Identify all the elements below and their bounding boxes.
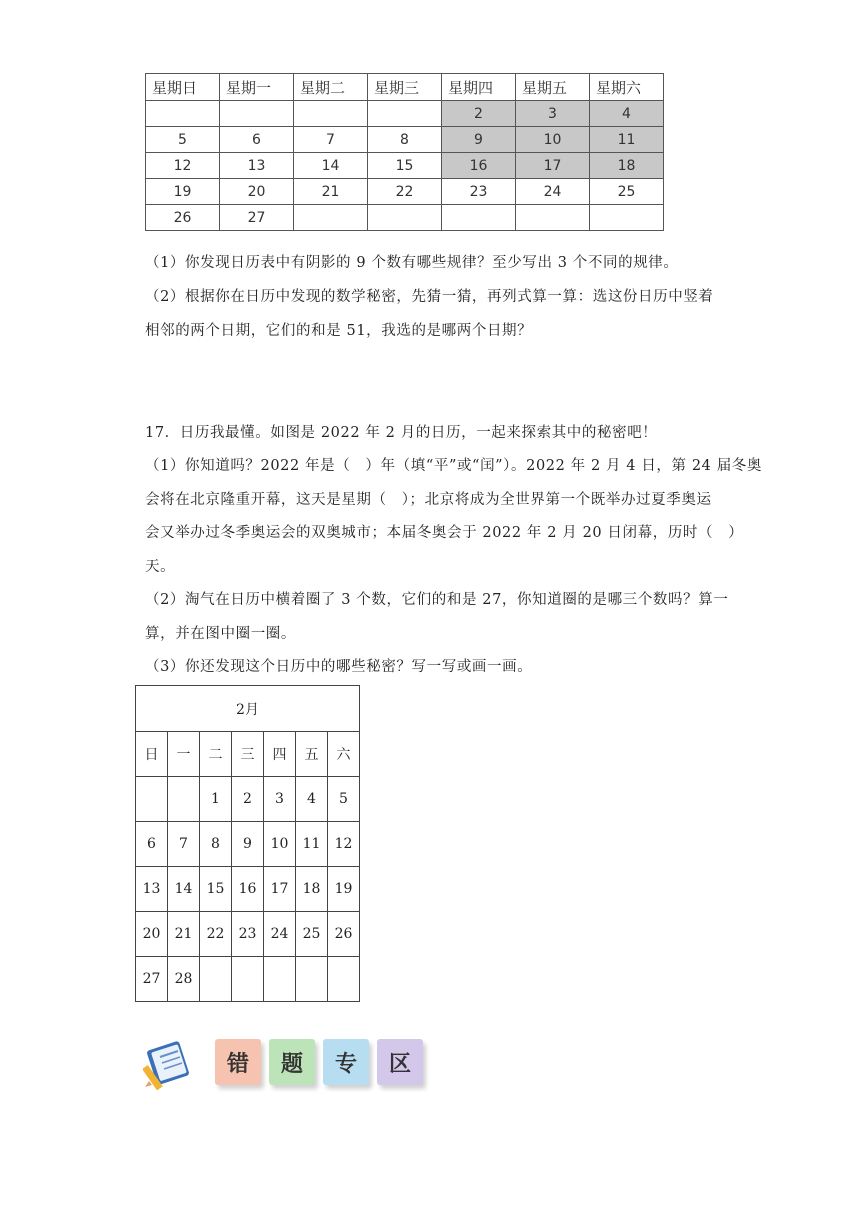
q17-p3: （3）你还发现这个日历中的哪些秘密？写一写或画一画。: [145, 659, 533, 675]
calendar2-day-cell: 4: [296, 777, 328, 822]
calendar1-day-cell: 27: [220, 205, 294, 231]
calendar1-day-cell: 7: [294, 127, 368, 153]
calendar1-day-cell: 8: [368, 127, 442, 153]
calendar1-day-cell: 14: [294, 153, 368, 179]
calendar1-header-row: [146, 74, 664, 101]
calendar2-day-cell: 24: [264, 912, 296, 957]
calendar1-weekday-header: 星期日: [146, 74, 220, 101]
calendar1-day-cell: 6: [220, 127, 294, 153]
calendar2-weekday-header: 一: [168, 732, 200, 777]
q17-p2-line1: （2）淘气在日历中横着圈了 3 个数，它们的和是 27，你知道圈的是哪三个数吗？算一: [145, 592, 729, 608]
notebook-pencil-icon: [143, 1035, 199, 1091]
q16-part2-line2: 相邻的两个日期，它们的和是 51，我选的是哪两个日期？: [145, 323, 533, 339]
calendar1-day-cell: [516, 205, 590, 231]
calendar1-day-cell: [368, 101, 442, 127]
calendar2-day-cell: [264, 957, 296, 1002]
calendar1-day-cell: 20: [220, 179, 294, 205]
calendar1-day-cell: 18: [590, 153, 664, 179]
q17-p1-line4: 天。: [145, 559, 176, 575]
calendar2-day-cell: [296, 957, 328, 1002]
calendar2-day-cell: 23: [232, 912, 264, 957]
calendar2-day-cell: 3: [264, 777, 296, 822]
calendar1-day-cell: 12: [146, 153, 220, 179]
calendar2-day-cell: [232, 957, 264, 1002]
calendar1-day-cell: 10: [516, 127, 590, 153]
calendar2-day-cell: 6: [136, 822, 168, 867]
calendar1-day-cell: 23: [442, 179, 516, 205]
calendar1-week-row: [146, 179, 664, 205]
calendar2-day-cell: 14: [168, 867, 200, 912]
calendar2-day-cell: 21: [168, 912, 200, 957]
calendar2-day-cell: 16: [232, 867, 264, 912]
calendar2-day-cell: 10: [264, 822, 296, 867]
calendar1-day-cell: 21: [294, 179, 368, 205]
calendar1-week-row: [146, 127, 664, 153]
calendar2-day-cell: 15: [200, 867, 232, 912]
calendar1-weekday-header: 星期二: [294, 74, 368, 101]
calendar2-day-cell: 13: [136, 867, 168, 912]
calendar1-week-row: [146, 153, 664, 179]
banner-char-tile: 专: [323, 1039, 369, 1085]
calendar1-day-cell: 16: [442, 153, 516, 179]
calendar2-title-row: [136, 686, 360, 732]
calendar1-day-cell: 4: [590, 101, 664, 127]
calendar2-day-cell: [328, 957, 360, 1002]
calendar-table-2: [135, 685, 360, 1002]
calendar2-week-row: [136, 867, 360, 912]
calendar2-weekday-header: 三: [232, 732, 264, 777]
calendar2-weekday-header: 二: [200, 732, 232, 777]
calendar2-day-cell: 20: [136, 912, 168, 957]
q17-p1-line2: 会将在北京隆重开幕，这天是星期（ ）；北京将成为全世界第一个既举办过夏季奥运: [145, 492, 712, 508]
calendar2-day-cell: 19: [328, 867, 360, 912]
calendar1-day-cell: [294, 205, 368, 231]
calendar2-day-cell: 18: [296, 867, 328, 912]
calendar1-day-cell: [146, 101, 220, 127]
calendar1-weekday-header: 星期一: [220, 74, 294, 101]
calendar2-day-cell: [136, 777, 168, 822]
calendar1-day-cell: 15: [368, 153, 442, 179]
calendar2-weekday-header: 五: [296, 732, 328, 777]
calendar2-day-cell: 1: [200, 777, 232, 822]
calendar1-day-cell: 26: [146, 205, 220, 231]
calendar2-week-row: [136, 822, 360, 867]
calendar2-header-row: [136, 732, 360, 777]
banner-char-tile: 区: [377, 1039, 423, 1085]
calendar1-day-cell: 9: [442, 127, 516, 153]
calendar2-day-cell: 28: [168, 957, 200, 1002]
calendar1-weekday-header: 星期四: [442, 74, 516, 101]
calendar2-week-row: [136, 777, 360, 822]
calendar2-day-cell: 7: [168, 822, 200, 867]
wrong-questions-banner: [143, 1035, 443, 1095]
calendar1-day-cell: [590, 205, 664, 231]
calendar1-day-cell: 24: [516, 179, 590, 205]
calendar2-day-cell: 9: [232, 822, 264, 867]
calendar1-weekday-header: 星期三: [368, 74, 442, 101]
calendar2-day-cell: 2: [232, 777, 264, 822]
banner-char-tile: 错: [215, 1039, 261, 1085]
calendar1-day-cell: 11: [590, 127, 664, 153]
calendar-table-1: [145, 73, 664, 231]
calendar2-month-title: 2月: [136, 686, 360, 732]
calendar2-weekday-header: 日: [136, 732, 168, 777]
calendar1-week-row: [146, 205, 664, 231]
calendar1-weekday-header: 星期六: [590, 74, 664, 101]
q17-p1-line1: （1）你知道吗？2022 年是（ ）年（填“平”或“闰”）。2022 年 2 月 4 日，第 24 届冬奥: [145, 458, 763, 474]
calendar1-week-row: [146, 101, 664, 127]
calendar1-day-cell: 3: [516, 101, 590, 127]
banner-char-tile: 题: [269, 1039, 315, 1085]
calendar2-day-cell: 27: [136, 957, 168, 1002]
calendar2-day-cell: 11: [296, 822, 328, 867]
calendar2-week-row: [136, 957, 360, 1002]
calendar2-day-cell: 5: [328, 777, 360, 822]
calendar1-day-cell: [368, 205, 442, 231]
calendar2-weekday-header: 六: [328, 732, 360, 777]
calendar1-day-cell: [294, 101, 368, 127]
calendar1-day-cell: 17: [516, 153, 590, 179]
calendar2-day-cell: 12: [328, 822, 360, 867]
calendar1-day-cell: 13: [220, 153, 294, 179]
calendar2-day-cell: 22: [200, 912, 232, 957]
calendar2-day-cell: 25: [296, 912, 328, 957]
calendar2-day-cell: [200, 957, 232, 1002]
q16-part2-line1: （2）根据你在日历中发现的数学秘密，先猜一猜，再列式算一算：选这份日历中竖着: [145, 289, 714, 305]
calendar1-day-cell: 2: [442, 101, 516, 127]
calendar2-weekday-header: 四: [264, 732, 296, 777]
calendar1-day-cell: [220, 101, 294, 127]
calendar1-weekday-header: 星期五: [516, 74, 590, 101]
q17-p1-line3: 会又举办过冬季奥运会的双奥城市；本届冬奥会于 2022 年 2 月 20 日闭幕，历时（ ）: [145, 525, 744, 541]
calendar2-day-cell: 17: [264, 867, 296, 912]
calendar1-day-cell: [442, 205, 516, 231]
q17-intro: 17．日历我最懂。如图是 2022 年 2 月的日历，一起来探索其中的秘密吧！: [145, 425, 658, 441]
calendar2-day-cell: 8: [200, 822, 232, 867]
calendar2-week-row: [136, 912, 360, 957]
calendar1-day-cell: 5: [146, 127, 220, 153]
calendar1-day-cell: 19: [146, 179, 220, 205]
calendar1-day-cell: 22: [368, 179, 442, 205]
q16-part1: （1）你发现日历表中有阴影的 9 个数有哪些规律？至少写出 3 个不同的规律。: [145, 255, 679, 271]
calendar2-day-cell: [168, 777, 200, 822]
q17-p2-line2: 算，并在图中圈一圈。: [145, 626, 296, 642]
calendar2-day-cell: 26: [328, 912, 360, 957]
calendar1-day-cell: 25: [590, 179, 664, 205]
